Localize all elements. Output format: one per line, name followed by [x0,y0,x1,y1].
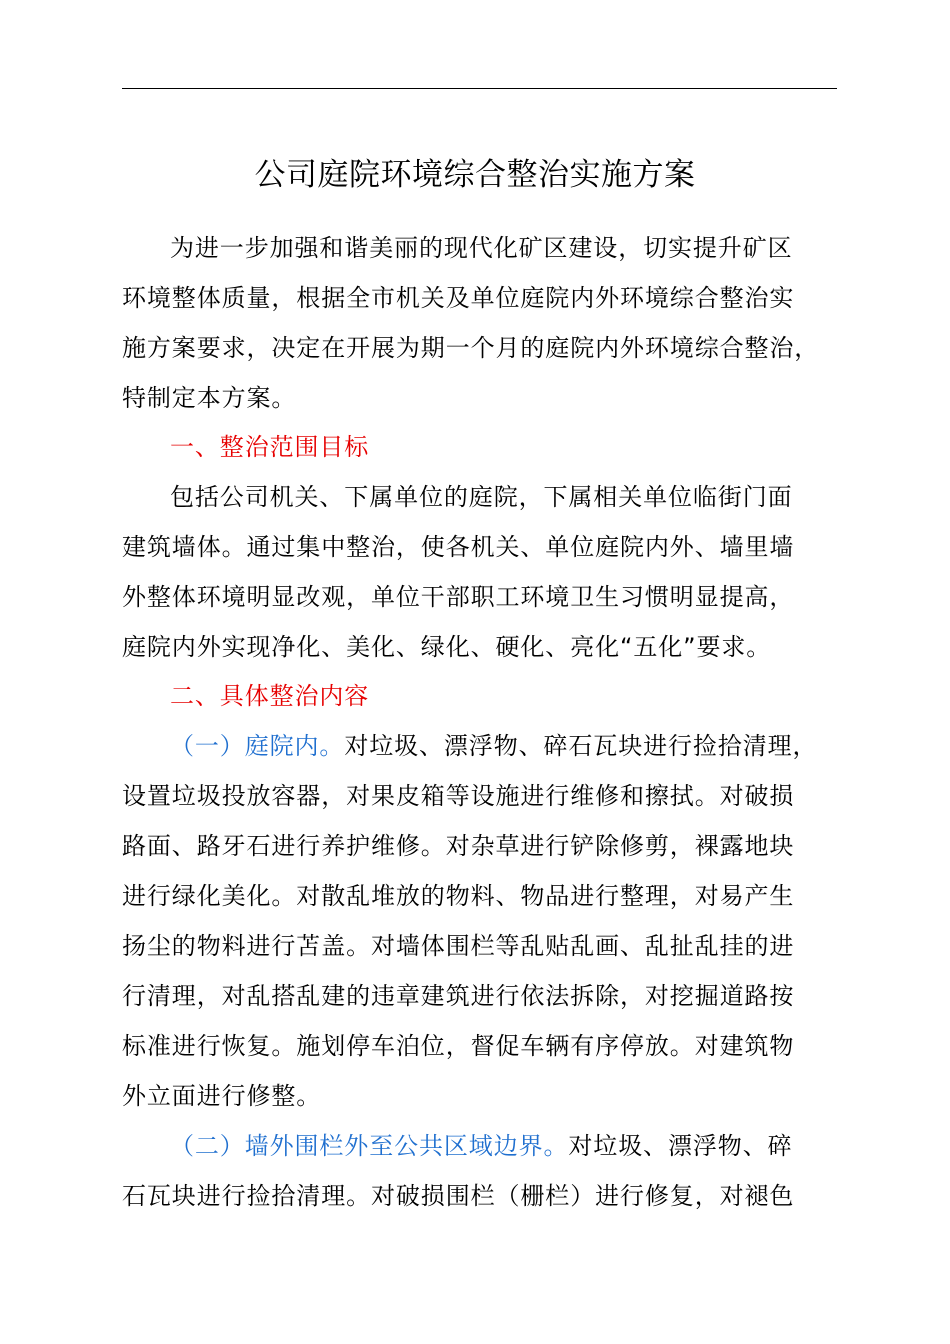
item-1-line-4: 进行绿化美化。对散乱堆放的物料、物品进行整理，对易产生 [122,882,795,910]
item-1-line-3: 路面、路牙石进行养护维修。对杂草进行铲除修剪，裸露地块 [122,832,795,860]
intro-line-1: 为进一步加强和谐美丽的现代化矿区建设，切实提升矿区 [170,234,793,262]
section-1-heading: 一、整治范围目标 [170,433,370,461]
section-1-line-4: 庭院内外实现净化、美化、绿化、硬化、亮化“五化”要求。 [122,633,772,661]
section-2-heading: 二、具体整治内容 [170,682,370,710]
item-1-line-5: 扬尘的物料进行苫盖。对墙体围栏等乱贴乱画、乱扯乱挂的进 [122,932,795,960]
item-1-first-line-text: 对垃圾、漂浮物、碎石瓦块进行捡拾清理， [344,732,818,760]
document-title: 公司庭院环境综合整治实施方案 [254,157,696,193]
intro-line-2: 环境整体质量，根据全市机关及单位庭院内外环境综合整治实 [122,284,795,312]
item-1-line-2: 设置垃圾投放容器，对果皮箱等设施进行维修和擦拭。对破损 [122,782,795,810]
intro-line-4: 特制定本方案。 [122,384,297,412]
header-rule [122,88,837,89]
item-2-label: （二）墙外围栏外至公共区域边界。 [170,1132,569,1160]
section-1-line-2: 建筑墙体。通过集中整治，使各机关、单位庭院内外、墙里墙 [122,533,795,561]
item-1-line-8: 外立面进行修整。 [122,1082,322,1110]
item-1-label: （一）庭院内。 [170,732,345,760]
item-2-first-line-text: 对垃圾、漂浮物、碎 [568,1132,793,1160]
intro-line-3: 施方案要求，决定在开展为期一个月的庭院内外环境综合整治， [122,334,820,362]
section-1-line-3: 外整体环境明显改观，单位干部职工环境卫生习惯明显提高， [122,583,795,611]
section-1-line-1: 包括公司机关、下属单位的庭院，下属相关单位临街门面 [170,483,793,511]
item-2-line-2: 石瓦块进行捡拾清理。对破损围栏（栅栏）进行修复，对褪色 [122,1182,795,1210]
item-1-line-7: 标准进行恢复。施划停车泊位，督促车辆有序停放。对建筑物 [122,1032,795,1060]
item-1-line-6: 行清理，对乱搭乱建的违章建筑进行依法拆除，对挖掘道路按 [122,982,795,1010]
item-2-line-1 [122,1121,890,1171]
item-1-line-1 [122,721,890,771]
